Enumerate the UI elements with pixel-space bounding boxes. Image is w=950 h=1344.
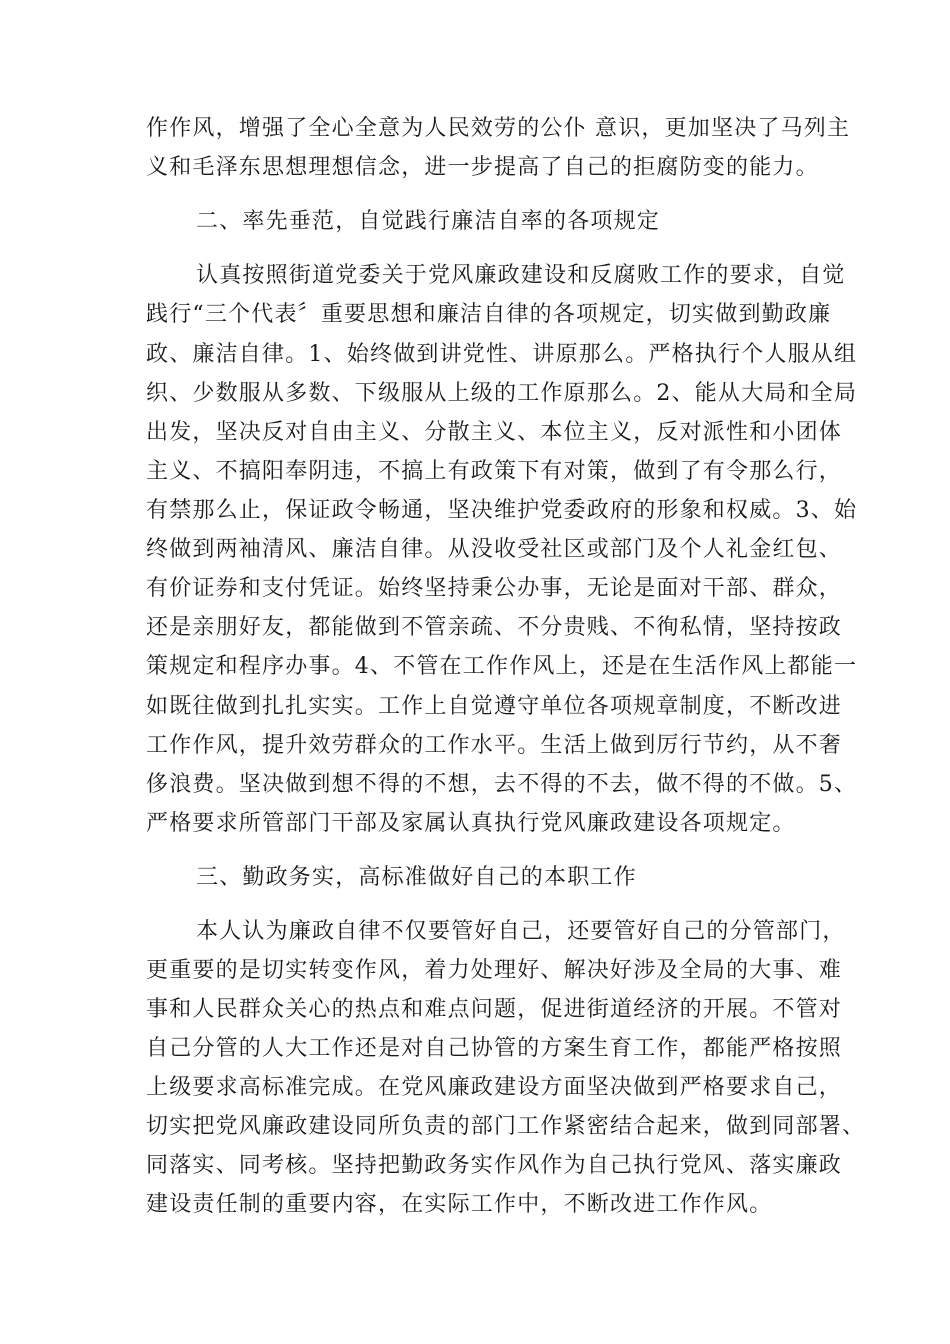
text-line: 侈浪费。坚决做到想不得的不想，去不得的不去，做不得的不做。5、 (146, 772, 858, 797)
text-line: 主义、不搞阳奉阴违，不搞上有政策下有对策，做到了有令那么行， (146, 459, 843, 484)
text-line: 严格要求所管部门干部及家属认真执行党风廉政建设各项规定。 (146, 811, 796, 836)
text-line: 作作风，增强了全心全意为人民效劳的公仆 意识，更加坚决了马列主 (146, 116, 851, 141)
text-line: 更重要的是切实转变作风，着力处理好、解决好涉及全局的大事、难 (146, 958, 843, 983)
text-line: 切实把党风廉政建设同所负责的部门工作紧密结合起来，做到同部署、 (146, 1114, 866, 1139)
text-line: 认真按照街道党委关于党风廉政建设和反腐败工作的要求，自觉 (196, 263, 846, 288)
text-line: 事和人民群众关心的热点和难点问题，促进街道经济的开展。不管对 (146, 997, 843, 1022)
text-line: 践行“三个代表〞重要思想和廉洁自律的各项规定，切实做到勤政廉 (146, 302, 832, 327)
text-line: 义和毛泽东思想理想信念，进一步提高了自己的拒腐防变的能力。 (146, 155, 819, 180)
text-line: 本人认为廉政自律不仅要管好自己，还要管好自己的分管部门， (196, 919, 846, 944)
text-line: 如既往做到扎扎实实。工作上自觉遵守单位各项规章制度，不断改进 (146, 694, 843, 719)
text-line: 终做到两袖清风、廉洁自律。从没收受社区或部门及个人礼金红包、 (146, 537, 843, 562)
text-line: 有禁那么止，保证政令畅通，坚决维护党委政府的形象和权威。3、始 (146, 498, 858, 523)
text-line: 织、少数服从多数、下级服从上级的工作原那么。2、能从大局和全局 (146, 381, 858, 406)
section-heading: 三、勤政务实，高标准做好自己的本职工作 (196, 865, 637, 890)
text-line: 出发，坚决反对自由主义、分散主义、本位主义，反对派性和小团体 (146, 420, 843, 445)
text-line: 工作作风，提升效劳群众的工作水平。生活上做到厉行节约，从不奢 (146, 733, 843, 758)
text-line: 同落实、同考核。坚持把勤政务实作风作为自己执行党风、落实廉政 (146, 1153, 843, 1178)
text-line: 自己分管的人大工作还是对自己协管的方案生育工作，都能严格按照 (146, 1036, 843, 1061)
text-line: 有价证券和支付凭证。始终坚持秉公办事，无论是面对干部、群众， (146, 576, 843, 601)
text-line: 政、廉洁自律。1、始终做到讲党性、讲原那么。严格执行个人服从组 (146, 342, 858, 367)
section-heading: 二、率先垂范，自觉践行廉洁自率的各项规定 (196, 209, 661, 234)
text-line: 策规定和程序办事。4、不管在工作作风上，还是在生活作风上都能一 (146, 654, 858, 679)
text-line: 还是亲朋好友，都能做到不管亲疏、不分贵贱、不徇私情，坚持按政 (146, 615, 843, 640)
text-line: 建设责任制的重要内容，在实际工作中，不断改进工作作风。 (146, 1192, 773, 1217)
text-line: 上级要求高标准完成。在党风廉政建设方面坚决做到严格要求自己， (146, 1075, 843, 1100)
